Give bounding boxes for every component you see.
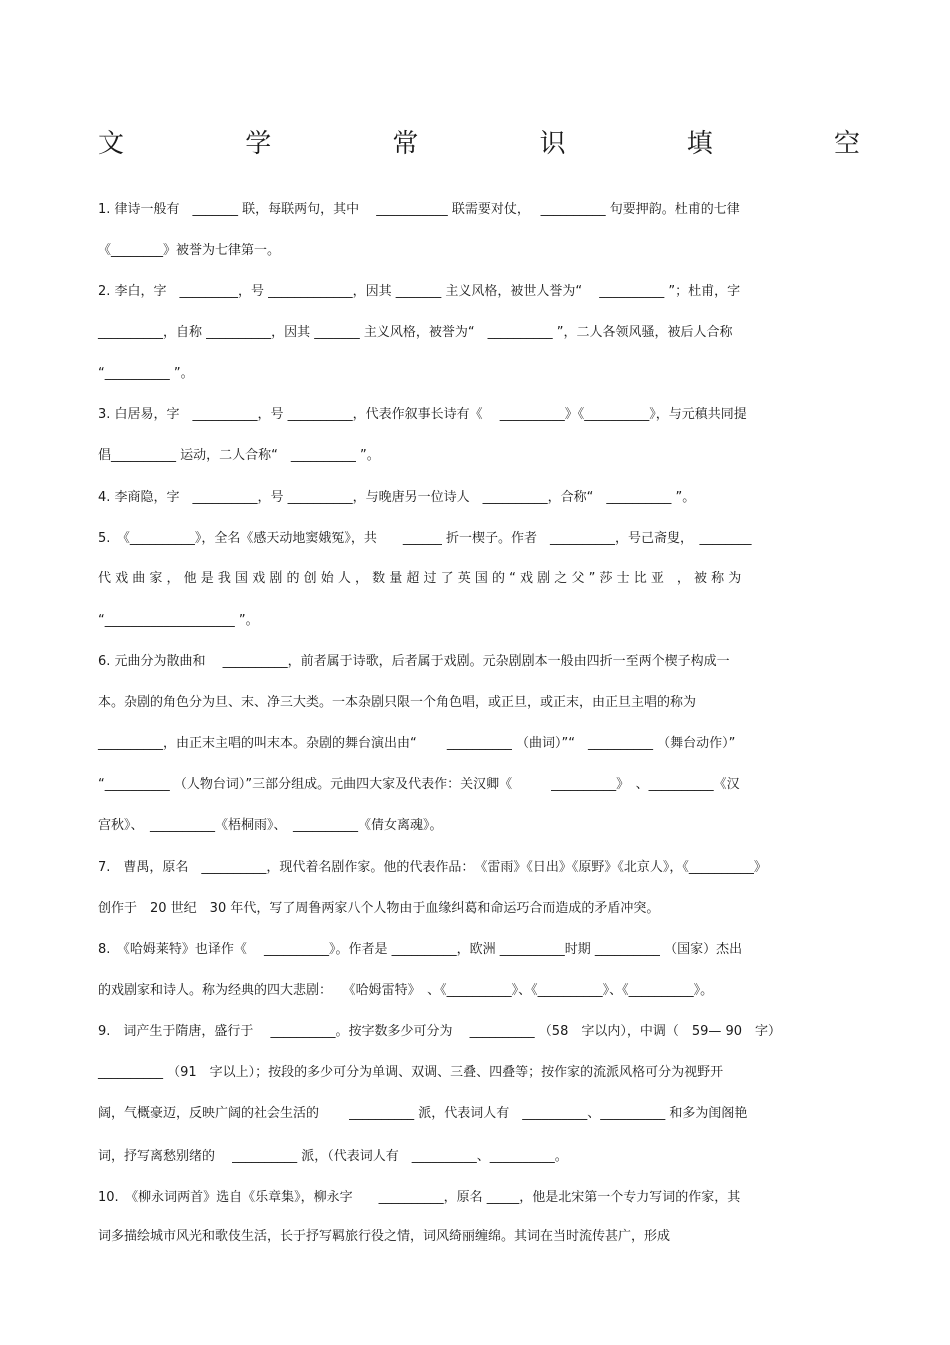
text-line: 代 戏 曲 家 ， 他 是 我 国 戏 剧 的 创 始 人 ， 数 量 超 过 了 英 国 的 “ 戏 剧 之 父 ” 莎 士 比 亚 ， 被 称 为 xyxy=(98,571,742,586)
text-line: 3. 白居易，字 __________，号 __________，代表作叙事长诗有《 __________》《__________》，与元稹共同提 xyxy=(98,407,747,422)
text-line: 创作于 20 世纪 30 年代，写了周鲁两家八个人物由于血缘纠葛和命运巧合而造成的矛盾冲突。 xyxy=(98,901,660,916)
text-line: 10. 《柳永词两首》选自《乐章集》，柳永字 __________，原名 _____，他是北宋第一个专力写词的作家，其 xyxy=(98,1190,741,1205)
text-line: 2. 李白，字 _________，号 _____________，因其 _______ 主义风格，被世人誉为“ __________ ”；杜甫，字 xyxy=(98,284,741,299)
title-char: 文 xyxy=(98,129,125,159)
text-line: 词多描绘城市风光和歌伎生活，长于抒写羁旅行役之情，词风绮丽缠绵。其词在当时流传甚广，形成 xyxy=(98,1229,671,1244)
title-char: 识 xyxy=(539,129,566,159)
text-line: 5. 《__________》，全名《感天动地窦娥冤》，共 ______ 折一楔子。作者 __________，号己斋叟， ________ xyxy=(98,531,752,546)
text-line: __________，自称 __________，因其 _______ 主义风格，被誉为“ __________ ”，二人各领风骚，被后人合称 xyxy=(98,325,733,340)
text-line: 宫秋》、 __________《梧桐雨》、 __________《倩女离魂》。 xyxy=(98,818,443,833)
text-line: __________ （91 字以上）；按段的多少可分为单调、双调、三叠、四叠等；按作家的流派风格可分为视野开 xyxy=(98,1065,724,1080)
text-line: 词，抒写离愁别绪的 __________ 派，（代表词人有 __________、__________。 xyxy=(98,1149,568,1164)
text-line: “__________ （人物台词）”三部分组成。元曲四大家及代表作：关汉卿《 __________》 、__________《汉 xyxy=(98,777,740,792)
text-line: 6. 元曲分为散曲和 __________，前者属于诗歌，后者属于戏剧。元杂剧剧本一般由四折一至两个楔子构成一 xyxy=(98,654,730,669)
text-line: 8. 《哈姆莱特》也译作《 __________》。作者是 __________，欧洲 __________时期 __________ （国家）杰出 xyxy=(98,942,743,957)
text-line: 4. 李商隐，字 __________，号 __________，与晚唐另一位诗人 __________，合称“ __________ ”。 xyxy=(98,490,696,505)
text-line: __________，由正末主唱的叫末本。杂剧的舞台演出由“ __________ （曲词）”“ __________ （舞台动作）” xyxy=(98,736,736,751)
text-line: “__________ ”。 xyxy=(98,366,194,381)
title-char: 填 xyxy=(686,129,713,159)
text-line: 1. 律诗一般有 _______ 联，每联两句，其中 ___________ 联需要对仗， __________ 句要押韵。杜甫的七律 xyxy=(98,202,740,217)
text-line: “____________________ ”。 xyxy=(98,613,259,628)
title-char: 常 xyxy=(392,129,419,159)
title-char: 空 xyxy=(833,129,860,159)
text-line: 7. 曹禺，原名 __________，现代着名剧作家。他的代表作品： 《雷雨》《日出》《原野》《北京人》，《__________》 xyxy=(98,860,767,875)
title-char: 学 xyxy=(245,129,272,159)
text-line: 的戏剧家和诗人。称为经典的四大悲剧： 《哈姆雷特》 、《__________》、《__________》、《__________》。 xyxy=(98,983,714,998)
text-line: 阔，气概豪迈，反映广阔的社会生活的 __________ 派，代表词人有 __________、__________ 和多为闺阁艳 xyxy=(98,1106,748,1121)
text-line: 倡__________ 运动，二人合称“ __________ ”。 xyxy=(98,448,380,463)
text-line: 本。杂剧的角色分为旦、末、净三大类。一本杂剧只限一个角色唱，或正旦，或正末，由正旦主唱的称为 xyxy=(98,695,697,710)
page-title xyxy=(98,128,860,164)
text-line: 9. 词产生于隋唐，盛行于 __________。按字数多少可分为 __________ （58 字以内），中调（ 59— 90 字） xyxy=(98,1024,782,1039)
text-line: 《________》被誉为七律第一。 xyxy=(98,243,281,258)
